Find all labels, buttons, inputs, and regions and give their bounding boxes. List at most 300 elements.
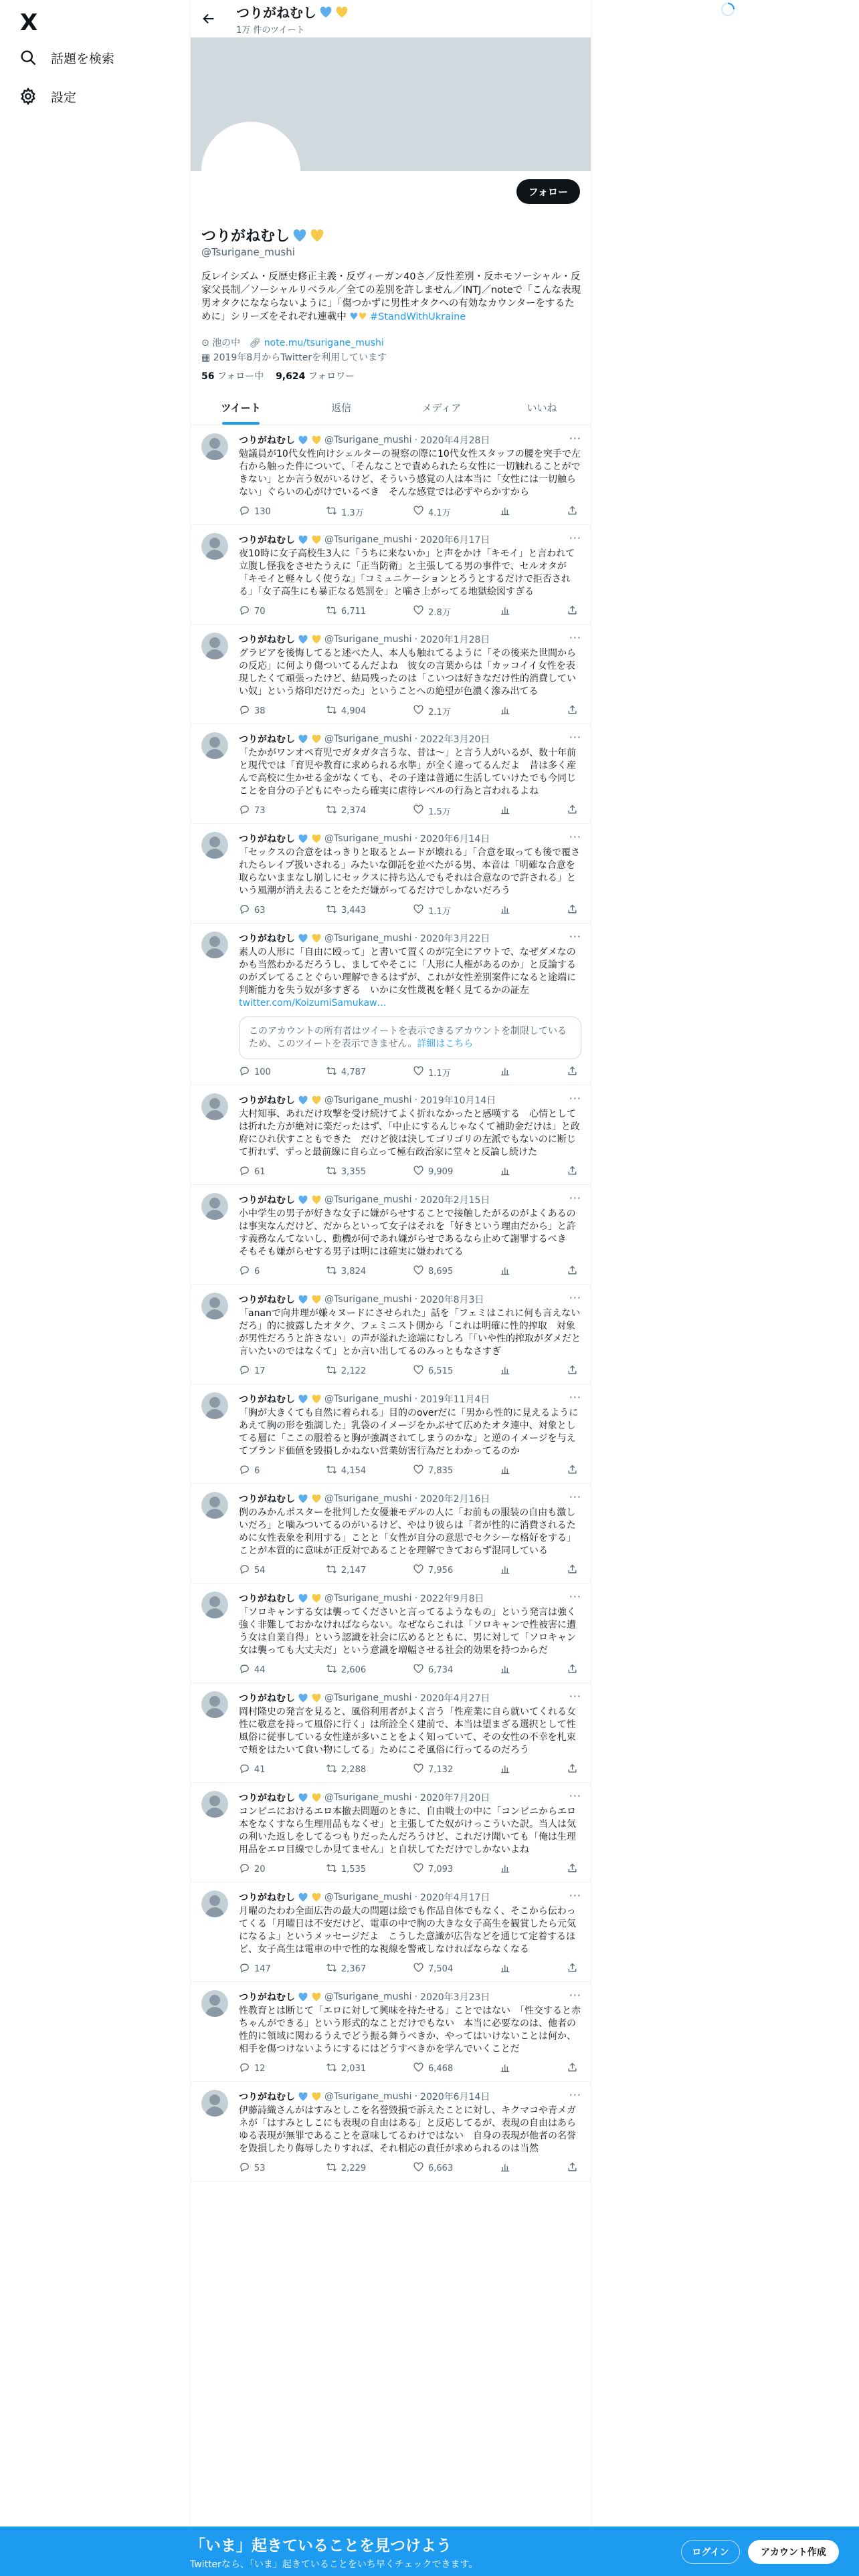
more-options-icon[interactable]: ···	[569, 2088, 581, 2101]
tweet-author-name[interactable]: つりがねむし	[239, 1095, 295, 1106]
share-button[interactable]	[567, 1962, 580, 1976]
like-count: 1.1万	[428, 906, 451, 917]
blue-heart-icon	[298, 635, 308, 644]
share-button[interactable]	[567, 1663, 580, 1677]
tweet-author-handle[interactable]: @Tsurigane_mushi	[324, 1792, 412, 1803]
tweet-author-handle[interactable]: @Tsurigane_mushi	[324, 1693, 412, 1703]
tweet-dot-separator: ·	[414, 1493, 418, 1504]
login-button[interactable]: ログイン	[681, 2540, 740, 2564]
views-button[interactable]	[500, 1663, 520, 1677]
more-options-icon[interactable]: ···	[569, 1989, 581, 2002]
signup-button[interactable]: アカウント作成	[748, 2540, 839, 2564]
tweet-author-handle[interactable]: @Tsurigane_mushi	[324, 534, 412, 545]
reply-button[interactable]	[239, 903, 279, 918]
like-button[interactable]	[413, 1663, 453, 1677]
views-button[interactable]	[500, 804, 520, 818]
tweet-text-block	[239, 1706, 581, 1757]
like-button[interactable]	[413, 1464, 453, 1478]
tweet-header	[239, 932, 581, 945]
tweet-author-handle[interactable]: @Tsurigane_mushi	[324, 1593, 412, 1604]
share-button[interactable]	[567, 2161, 580, 2175]
like-count: 2.1万	[428, 707, 451, 718]
blue-heart-icon	[319, 6, 332, 18]
tweet-author-handle[interactable]: @Tsurigane_mushi	[324, 1294, 412, 1305]
retweet-count: 3,824	[341, 1266, 367, 1277]
tweet-text: 「セックスの合意をはっきりと取るとムードが壊れる」「合意を取っても後で覆されたらレイプ扱いされる」みたいな御託を並べたがる男、本音は「明確な合意を取らないままなし崩しにセックスに持ち込んでもそれは合意なので許される」という風潮が消え去ることをただ嫌がってるだけでしかないだろう	[239, 847, 581, 896]
tweet-author-handle[interactable]: @Tsurigane_mushi	[324, 933, 412, 944]
tweet-author-name[interactable]: つりがねむし	[239, 2092, 295, 2103]
tweet-author-name[interactable]: つりがねむし	[239, 1793, 295, 1804]
share-button[interactable]	[567, 1364, 580, 1378]
nav-explore[interactable]	[19, 44, 114, 71]
tweet-avatar[interactable]	[201, 1592, 228, 1618]
back-arrow-icon[interactable]	[201, 11, 216, 26]
like-button[interactable]	[413, 1165, 453, 1179]
retweet-button[interactable]	[326, 605, 366, 619]
tweet[interactable]	[191, 1982, 591, 2082]
tweet-avatar[interactable]	[201, 1392, 228, 1419]
like-button[interactable]	[413, 804, 453, 818]
tweet-text-block	[239, 1208, 581, 1259]
views-button[interactable]	[500, 505, 520, 519]
views-button[interactable]	[500, 1364, 520, 1378]
tweet-header	[239, 1392, 581, 1406]
more-options-icon[interactable]: ···	[569, 930, 581, 943]
reply-button[interactable]	[239, 1763, 279, 1777]
reply-icon	[239, 1065, 250, 1079]
like-button[interactable]	[413, 1564, 453, 1578]
tweet-header	[239, 1293, 581, 1306]
reply-button[interactable]	[239, 1564, 279, 1578]
tweet-date[interactable]: 2020年1月28日	[420, 635, 490, 645]
following-link[interactable]	[201, 371, 264, 382]
views-button[interactable]	[500, 2062, 520, 2076]
tweet-author-handle[interactable]: @Tsurigane_mushi	[324, 634, 412, 645]
tweet-header	[239, 2090, 581, 2103]
tweet-author-handle[interactable]: @Tsurigane_mushi	[324, 1394, 412, 1404]
tweet-date[interactable]: 2022年9月8日	[420, 1594, 484, 1604]
tab-replies[interactable]: 返信	[330, 402, 351, 414]
tweet-actions	[239, 1558, 581, 1583]
reply-button[interactable]	[239, 1065, 279, 1079]
retweet-button[interactable]	[326, 505, 366, 519]
retweet-button[interactable]	[326, 1265, 366, 1279]
like-button[interactable]	[413, 1065, 453, 1079]
like-icon	[413, 903, 424, 918]
tweet-author-handle[interactable]: @Tsurigane_mushi	[324, 1892, 412, 1903]
more-options-icon[interactable]: ···	[569, 1790, 581, 1802]
retweet-button[interactable]	[326, 1464, 366, 1478]
tweet-author-name[interactable]: つりがねむし	[239, 734, 295, 745]
reply-count: 130	[254, 506, 271, 517]
share-button[interactable]	[567, 1464, 580, 1478]
header-tweet-count: 1万 件のツイート	[236, 25, 305, 35]
views-button[interactable]	[500, 704, 520, 718]
retweet-icon	[326, 1165, 337, 1179]
tweet-actions	[239, 2155, 581, 2181]
tweet-actions	[239, 1259, 581, 1284]
tweet-text: 例のみかんポスターを批判した女優兼モデルの人に「お前もの服装の自由も激しいだろ」と噛みついてるのがいるけど、やはり彼らは「者が性的に消費されるために女性表象を利用する」ことと「女性が自分の意思でセクシーな格好をする」ことが本質的に意味が正反対であることを理解できておらず混同している	[239, 1507, 576, 1556]
follow-button[interactable]: フォロー	[516, 179, 580, 204]
retweet-count: 2,288	[341, 1764, 367, 1775]
reply-button[interactable]	[239, 1165, 279, 1179]
like-button[interactable]	[413, 1763, 453, 1777]
like-count: 6,468	[428, 2063, 454, 2074]
tweet-author-name[interactable]: つりがねむし	[239, 1594, 295, 1604]
profile-hashtag[interactable]: #StandWithUkraine	[370, 312, 466, 322]
retweet-button[interactable]	[326, 1564, 366, 1578]
views-button[interactable]	[500, 1464, 520, 1478]
notice-learn-more-link[interactable]: 詳細はこちら	[417, 1039, 474, 1049]
yellow-heart-icon	[335, 6, 349, 18]
views-button[interactable]	[500, 1265, 520, 1279]
tweet-author-handle[interactable]: @Tsurigane_mushi	[324, 1194, 412, 1205]
header-name: つりがねむし	[236, 5, 316, 21]
yellow-heart-icon	[311, 1394, 322, 1404]
tweet[interactable]	[191, 625, 591, 724]
share-button[interactable]	[567, 605, 580, 619]
yellow-heart-icon	[311, 635, 322, 644]
tweet-avatar[interactable]	[201, 533, 228, 560]
tweet-author-handle[interactable]: @Tsurigane_mushi	[324, 1095, 412, 1105]
profile-bio-text: 反レイシズム・反歴史修正主義・反ヴィーガン40さ／反性差別・反ホモソーシャル・反家父長制／ソーシャルリベラル／全ての差別を許しません／INTJ／noteで「こんな表現男オタクになならないように」「傷つかずに男性オタクへの有効なカウンターをするために」シリーズをそれぞれ連載中	[201, 272, 581, 322]
tweet[interactable]	[191, 1185, 591, 1285]
share-button[interactable]	[567, 903, 580, 918]
tweet-text-block	[239, 1905, 581, 1956]
tweet-link[interactable]: twitter.com/KoizumiSamukaw…	[239, 998, 387, 1008]
share-button[interactable]	[567, 505, 580, 519]
views-icon	[500, 704, 511, 718]
tweet-author-handle[interactable]: @Tsurigane_mushi	[324, 833, 412, 844]
tab-tweets[interactable]: ツイート	[191, 391, 291, 425]
tweet-text-block	[239, 747, 581, 798]
tweet-date[interactable]: 2020年6月14日	[420, 834, 490, 845]
views-button[interactable]	[500, 1564, 520, 1578]
share-button[interactable]	[567, 1763, 580, 1777]
tweet[interactable]	[191, 525, 591, 625]
tweet-avatar[interactable]	[201, 633, 228, 659]
search-icon	[19, 48, 37, 67]
tweet-author-name[interactable]: つりがねむし	[239, 834, 295, 845]
tweet-text: 素人の人形に「自由に殴って」と書いて置くのが完全にアウトで、なぜダメなのかも当然わかるだろうし、ましてやそこに「人形に人権があるのか」と反論するのがズレてることぐらい理解できるはずが、これが女性差別案件になると途端に判断能力を失う奴が多すぎる いかに女性蔑視を軽く見てるかの証左	[239, 947, 576, 996]
more-options-icon[interactable]: ···	[569, 1291, 581, 1304]
tweet-avatar[interactable]	[201, 1492, 228, 1519]
reply-button[interactable]	[239, 605, 279, 619]
tweet-header	[239, 1492, 581, 1505]
following-label: フォロー中	[217, 371, 264, 382]
tweet-author-name[interactable]: つりがねむし	[239, 1992, 295, 2003]
tweet-avatar[interactable]	[201, 1691, 228, 1718]
profile-link[interactable]: note.mu/tsurigane_mushi	[264, 338, 384, 348]
tweet-author-handle[interactable]: @Tsurigane_mushi	[324, 1493, 412, 1504]
reply-button[interactable]	[239, 1663, 279, 1677]
share-icon	[567, 1165, 578, 1179]
tweet-date[interactable]: 2020年8月3日	[420, 1295, 484, 1305]
tweet-author-name[interactable]: つりがねむし	[239, 1893, 295, 1903]
retweet-button[interactable]	[326, 1663, 366, 1677]
views-icon	[500, 1962, 511, 1976]
tweet-date[interactable]: 2020年3月23日	[420, 1992, 490, 2003]
x-logo[interactable]: X	[20, 9, 38, 36]
more-options-icon[interactable]: ···	[569, 1491, 581, 1503]
tweet-author-name[interactable]: つりがねむし	[239, 535, 295, 546]
tweet-dot-separator: ·	[414, 833, 418, 844]
reply-button[interactable]	[239, 1862, 279, 1876]
tweet-author-handle[interactable]: @Tsurigane_mushi	[324, 2091, 412, 2102]
retweet-icon	[326, 1464, 337, 1478]
views-button[interactable]	[500, 2161, 520, 2175]
profile-name: つりがねむし	[201, 228, 290, 245]
retweet-button[interactable]	[326, 1065, 366, 1079]
tweet[interactable]	[191, 1484, 591, 1584]
blue-heart-icon	[298, 535, 308, 544]
more-options-icon[interactable]: ···	[569, 1889, 581, 1902]
tweet[interactable]	[191, 425, 591, 525]
tweet-author-handle[interactable]: @Tsurigane_mushi	[324, 1992, 412, 2002]
tweet[interactable]	[191, 1285, 591, 1384]
retweet-button[interactable]	[326, 1364, 366, 1378]
views-button[interactable]	[500, 1763, 520, 1777]
retweet-button[interactable]	[326, 1763, 366, 1777]
tweet-text: 夜10時に女子高校生3人に「うちに来ないか」と声をかけ「キモイ」と言われて立腹し怪我をさせたうえに「正当防衛」と主張してる男の事件で、セルオタが「キモイと軽々しく使うな」「コミュニケーションとろうとするだけで拒否される」「女子高生にも暴正なる処罰を」と噛さ上がってる地獄絵図すぎる	[239, 548, 575, 597]
tweet-avatar[interactable]	[201, 1293, 228, 1319]
share-icon	[567, 1464, 578, 1478]
like-button[interactable]	[413, 505, 453, 519]
views-button[interactable]	[500, 1962, 520, 1976]
tweet-date[interactable]: 2020年4月28日	[420, 435, 490, 446]
like-count: 6,515	[428, 1366, 454, 1376]
blue-heart-icon	[298, 435, 308, 445]
more-options-icon[interactable]: ···	[569, 432, 581, 445]
share-icon	[567, 903, 578, 918]
like-button[interactable]	[413, 2161, 453, 2175]
tweet-date[interactable]: 2020年2月15日	[420, 1195, 490, 1206]
more-options-icon[interactable]: ···	[569, 1192, 581, 1204]
retweet-count: 4,787	[341, 1067, 367, 1077]
reply-icon	[239, 2161, 250, 2175]
like-button[interactable]	[413, 1862, 453, 1876]
views-button[interactable]	[500, 1065, 520, 1079]
blue-heart-icon: ♥	[349, 312, 359, 322]
share-button[interactable]	[567, 804, 580, 818]
tweet-avatar[interactable]	[201, 732, 228, 759]
more-options-icon[interactable]: ···	[569, 1690, 581, 1703]
tweet[interactable]	[191, 1384, 591, 1484]
tweet[interactable]	[191, 1883, 591, 1982]
retweet-button[interactable]	[326, 804, 366, 818]
share-icon	[567, 1364, 578, 1378]
tab-media[interactable]: メディア	[421, 402, 462, 414]
nav-settings[interactable]	[19, 83, 76, 110]
tweet-avatar[interactable]	[201, 1791, 228, 1818]
like-count: 1.5万	[428, 807, 451, 817]
yellow-heart-icon	[311, 1893, 322, 1902]
profile-avatar[interactable]	[201, 122, 300, 221]
retweet-button[interactable]	[326, 1962, 366, 1976]
retweet-button[interactable]	[326, 1165, 366, 1179]
reply-button[interactable]	[239, 1464, 279, 1478]
tweet[interactable]	[191, 824, 591, 924]
share-button[interactable]	[567, 2062, 580, 2076]
share-button[interactable]	[567, 1862, 580, 1876]
like-button[interactable]	[413, 1962, 453, 1976]
blue-heart-icon	[298, 1394, 308, 1404]
tweet-avatar[interactable]	[201, 1093, 228, 1120]
retweet-button[interactable]	[326, 2161, 366, 2175]
retweet-icon	[326, 1962, 337, 1976]
more-options-icon[interactable]: ···	[569, 1092, 581, 1105]
reply-icon	[239, 704, 250, 718]
tweet-actions	[239, 1159, 581, 1184]
reply-button[interactable]	[239, 1364, 279, 1378]
tweet-author-name[interactable]: つりがねむし	[239, 1494, 295, 1505]
tweet-unavailable-notice	[239, 1016, 581, 1059]
tweet-date[interactable]: 2022年3月20日	[420, 734, 490, 745]
tweet-author-name[interactable]: つりがねむし	[239, 635, 295, 645]
reply-button[interactable]	[239, 505, 279, 519]
retweet-count: 2,229	[341, 2163, 367, 2173]
reply-count: 44	[254, 1665, 266, 1675]
tweet-date[interactable]: 2020年7月20日	[420, 1793, 490, 1804]
share-button[interactable]	[567, 704, 580, 718]
retweet-icon	[326, 2062, 337, 2076]
tab-likes[interactable]: いいね	[527, 402, 557, 414]
views-button[interactable]	[500, 1862, 520, 1876]
blue-heart-icon	[298, 1992, 308, 2002]
retweet-icon	[326, 903, 337, 918]
tweet-author-name[interactable]: つりがねむし	[239, 1295, 295, 1305]
reply-count: 54	[254, 1565, 266, 1576]
tweet-avatar[interactable]	[201, 1990, 228, 2017]
tweet-date[interactable]: 2020年6月14日	[420, 2092, 490, 2103]
more-options-icon[interactable]: ···	[569, 1590, 581, 1603]
retweet-button[interactable]	[326, 704, 366, 718]
more-options-icon[interactable]: ···	[569, 731, 581, 744]
like-icon	[413, 1065, 424, 1079]
tweet[interactable]	[191, 2082, 591, 2181]
tweet-date[interactable]: 2019年11月4日	[420, 1394, 490, 1405]
like-icon	[413, 1763, 424, 1777]
reply-icon	[239, 1763, 250, 1777]
views-button[interactable]	[500, 903, 520, 918]
more-options-icon[interactable]: ···	[569, 532, 581, 544]
reply-button[interactable]	[239, 1962, 279, 1976]
tweet-author-name[interactable]: つりがねむし	[239, 1394, 295, 1405]
share-button[interactable]	[567, 1165, 580, 1179]
share-icon	[567, 505, 578, 519]
tweet[interactable]	[191, 1085, 591, 1185]
views-icon	[500, 1564, 511, 1578]
tweet-author-name[interactable]: つりがねむし	[239, 934, 295, 944]
tweet-date[interactable]: 2020年4月27日	[420, 1693, 490, 1704]
tweet-header	[239, 633, 581, 646]
tweet-actions	[239, 599, 581, 624]
tweet-author-name[interactable]: つりがねむし	[239, 1195, 295, 1206]
more-options-icon[interactable]: ···	[569, 1391, 581, 1404]
retweet-button[interactable]	[326, 2062, 366, 2076]
tweet-actions	[239, 1458, 581, 1483]
retweet-count: 3,443	[341, 905, 367, 916]
tweet-actions	[239, 1956, 581, 1981]
share-icon	[567, 1862, 578, 1876]
share-icon	[567, 704, 578, 718]
tweet-date[interactable]: 2020年4月17日	[420, 1893, 490, 1903]
like-button[interactable]	[413, 1265, 453, 1279]
tweet[interactable]	[191, 724, 591, 824]
retweet-count: 3,355	[341, 1166, 367, 1177]
tweet-text: コンビニにおけるエロ本撤去問題のときに、自由戦士の中に「コンビニからエロ本をなくすなら生理用品もなくせ」と主張してた奴がけっこういた訳。当人は気の利いた返しをしてるつもりだったんだろうけど、これだけ聞いても「俺は生理用品をエロ目線でしか見てません」と自状してただけでしかないよね	[239, 1806, 576, 1855]
reply-button[interactable]	[239, 804, 279, 818]
tweet-author-name[interactable]: つりがねむし	[239, 1693, 295, 1704]
retweet-count: 2,122	[341, 1366, 367, 1376]
share-button[interactable]	[567, 1564, 580, 1578]
tweet-avatar[interactable]	[201, 932, 228, 958]
tweet-avatar[interactable]	[201, 832, 228, 859]
tweet-date[interactable]: 2019年10月14日	[420, 1095, 496, 1106]
retweet-button[interactable]	[326, 1862, 366, 1876]
retweet-count: 2,147	[341, 1565, 367, 1576]
like-button[interactable]	[413, 2062, 453, 2076]
reply-button[interactable]	[239, 1265, 279, 1279]
views-button[interactable]	[500, 1165, 520, 1179]
tweet-header	[239, 1791, 581, 1804]
retweet-button[interactable]	[326, 903, 366, 918]
reply-button[interactable]	[239, 704, 279, 718]
tweet-text: 岡村隆史の発言を見ると、風俗利用者がよく言う「性産業に自ら就いてくれる女性に敬意を持って風俗に行く」は所詮全く建前で、本当は望まざる選択として性風俗に従事している女性達が多いことをよく知っていて、その女性の不幸を札束で頬をはたいて食い物にしてる」ためにこそ風俗に行ってるのだろう	[239, 1707, 576, 1755]
tweet-date[interactable]: 2020年3月22日	[420, 934, 490, 944]
tweet-date[interactable]: 2020年2月16日	[420, 1494, 490, 1505]
retweet-count: 6,711	[341, 606, 367, 617]
like-button[interactable]	[413, 605, 453, 619]
yellow-heart-icon	[311, 535, 322, 544]
tweet-avatar[interactable]	[201, 2090, 228, 2117]
views-button[interactable]	[500, 605, 520, 619]
tweet[interactable]	[191, 1783, 591, 1883]
tweet-avatar[interactable]	[201, 1891, 228, 1917]
like-button[interactable]	[413, 1364, 453, 1378]
tweet-avatar[interactable]	[201, 433, 228, 460]
tweet-actions	[239, 499, 581, 524]
more-options-icon[interactable]: ···	[569, 631, 581, 644]
tweet-avatar[interactable]	[201, 1193, 228, 1220]
reply-button[interactable]	[239, 2062, 279, 2076]
tweet-text-block	[239, 1307, 581, 1358]
loading-spinner-icon	[720, 1, 736, 17]
tweet[interactable]	[191, 1683, 591, 1783]
views-icon	[500, 903, 511, 918]
blue-heart-icon	[298, 1494, 308, 1503]
more-options-icon[interactable]: ···	[569, 831, 581, 843]
like-count: 7,093	[428, 1864, 454, 1874]
reply-button[interactable]	[239, 2161, 279, 2175]
like-button[interactable]	[413, 903, 453, 918]
tweet-author-handle[interactable]: @Tsurigane_mushi	[324, 435, 412, 445]
retweet-icon	[326, 1862, 337, 1876]
header-title	[236, 2, 349, 21]
tweet[interactable]	[191, 1584, 591, 1683]
tweet[interactable]	[191, 924, 591, 1085]
retweet-icon	[326, 1763, 337, 1777]
followers-link[interactable]	[276, 371, 355, 382]
share-button[interactable]	[567, 1065, 580, 1079]
like-button[interactable]	[413, 704, 453, 718]
nav-explore-label: 話題を検索	[51, 51, 115, 66]
share-button[interactable]	[567, 1265, 580, 1279]
tweet-date[interactable]: 2020年6月17日	[420, 535, 490, 546]
profile-location-row	[201, 336, 387, 350]
tweet-author-name[interactable]: つりがねむし	[239, 435, 295, 446]
tweet-author-handle[interactable]: @Tsurigane_mushi	[324, 734, 412, 744]
